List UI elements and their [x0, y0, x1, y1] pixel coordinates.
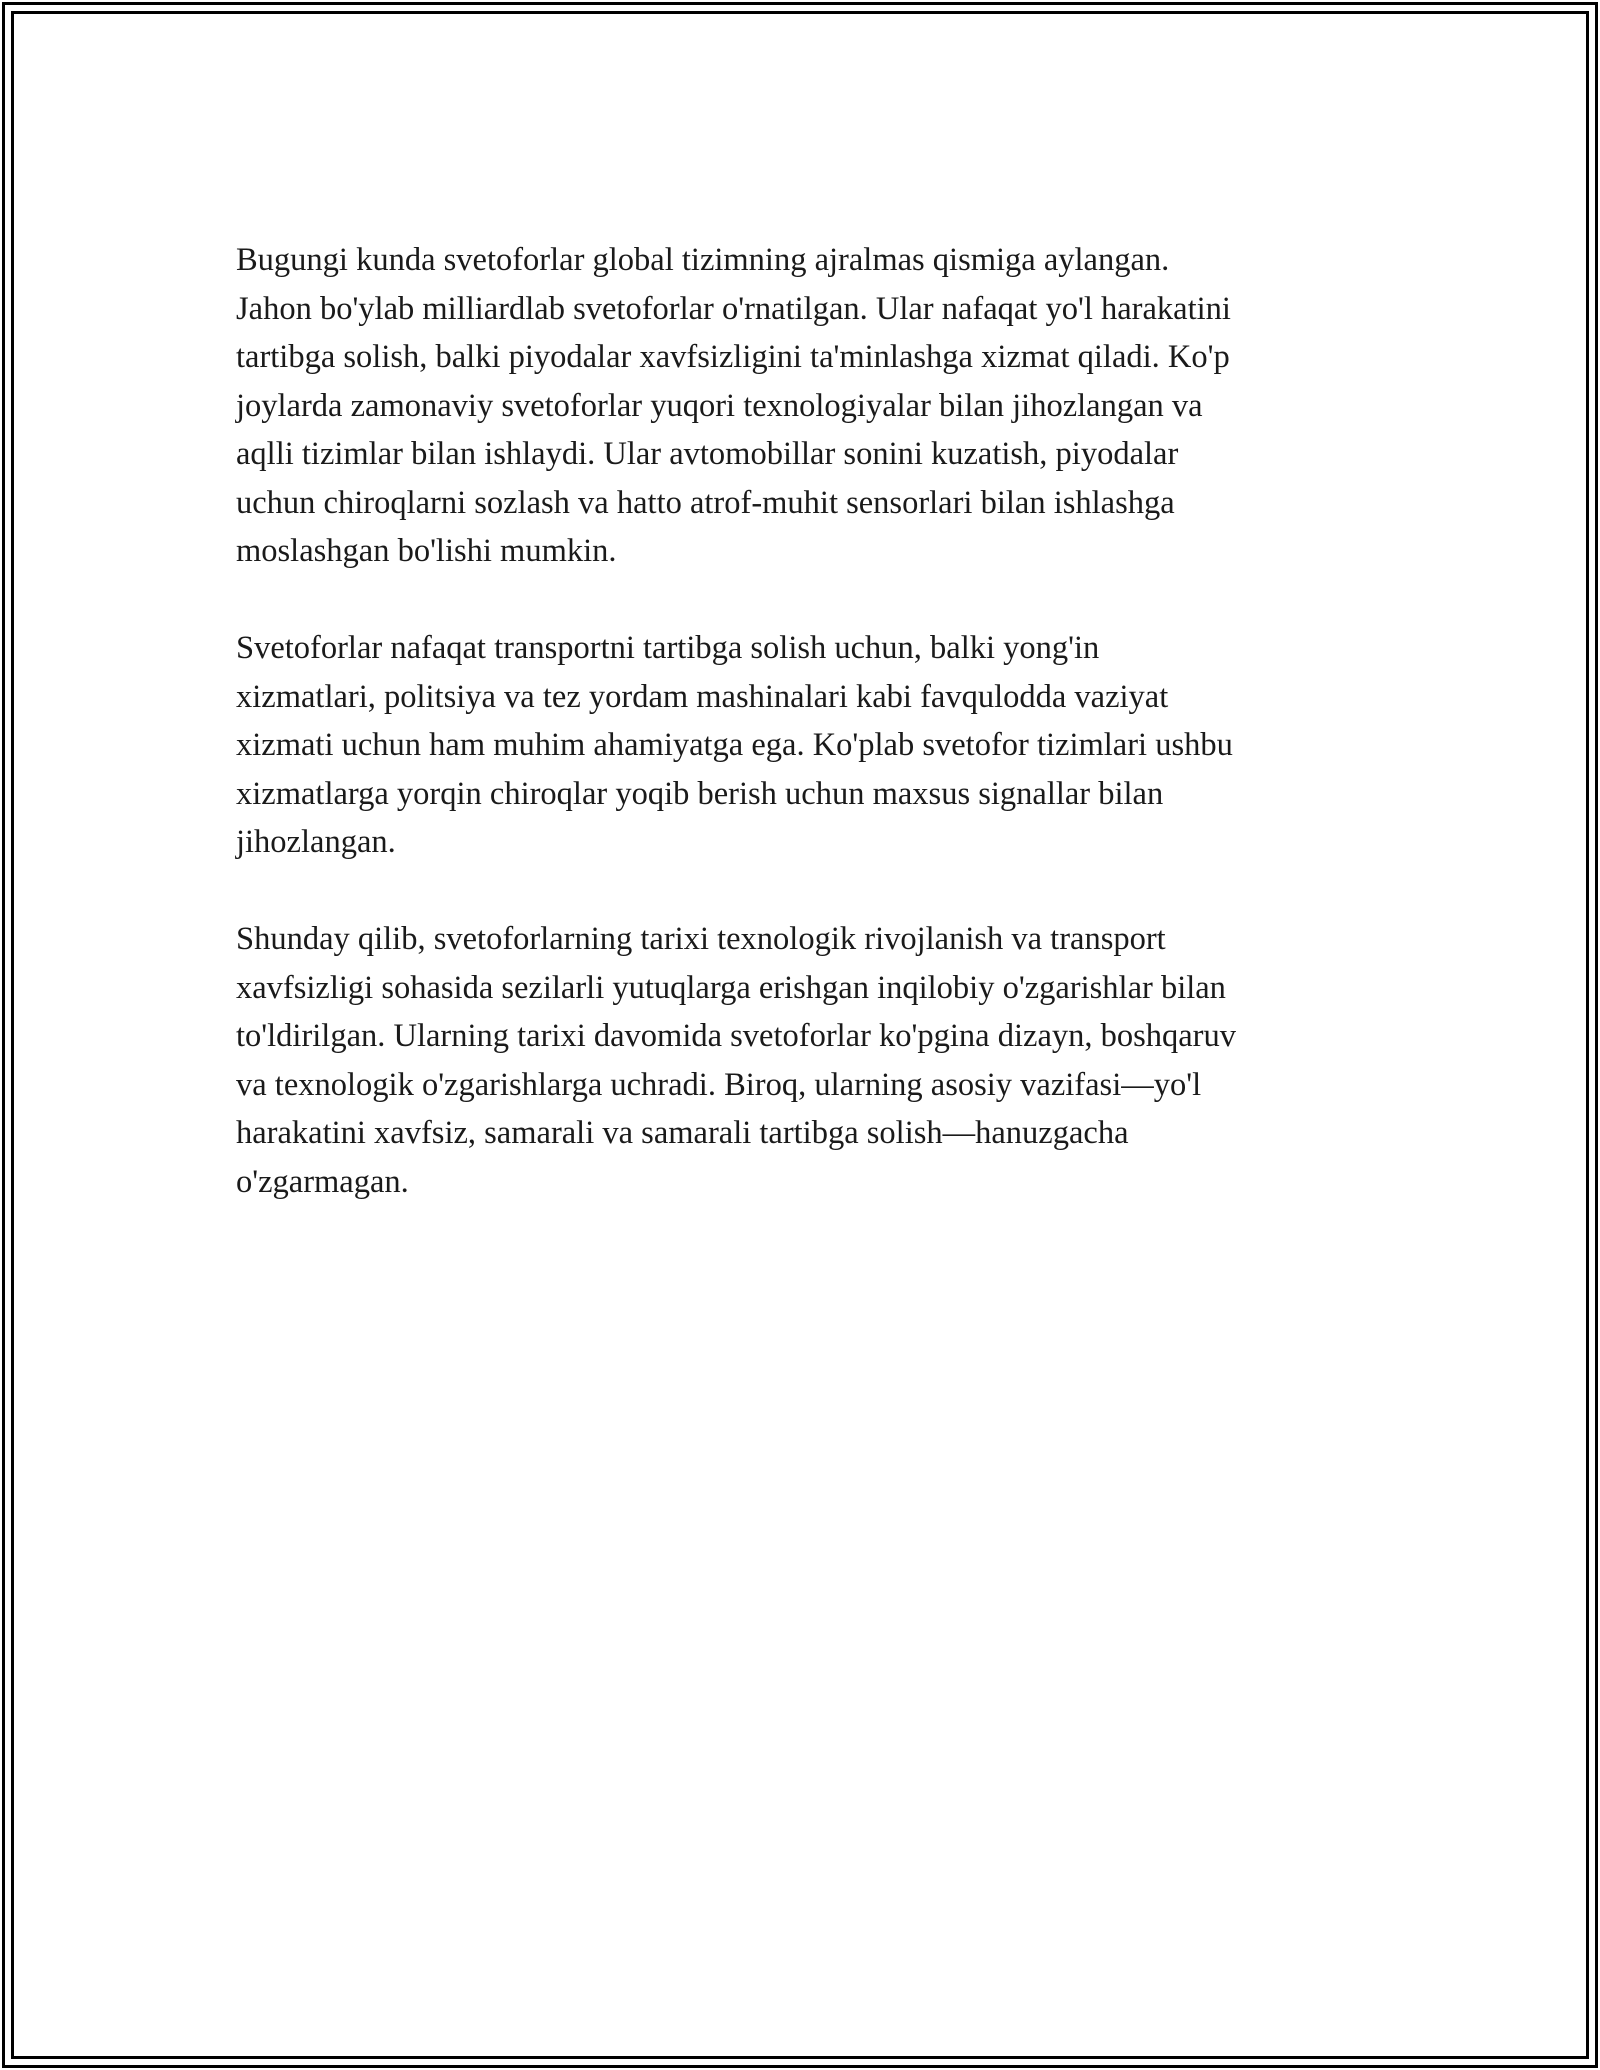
- paragraph-1: Bugungi kunda svetoforlar global tizimning ajralmas qismiga aylangan. Jahon bo'ylab milliardlab svetoforlar o'rnatilgan. Ular nafaqat yo'l harakatini tartibga solish, balki piyodalar xavfsizligini ta'minlashga xizmat qiladi. Ko'p joylarda zamonaviy svetoforlar yuqori texnologiyalar bilan jihozlangan va aqlli tizimlar bilan ishlaydi. Ular avtomobillar sonini kuzatish, piyodalar uchun chiroqlarni sozlash va hatto atrof-muhit sensorlari bilan ishlashga moslashgan bo'lishi mumkin.: [236, 242, 1231, 569]
- paragraph-2: Svetoforlar nafaqat transportni tartibga solish uchun, balki yong'in xizmatlari, politsiya va tez yordam mashinalari kabi favqulodda vaziyat xizmati uchun ham muhim ahamiyatga ega. Ko'plab svetofor tizimlari ushbu xizmatlarga yorqin chiroqlar yoqib berish uchun maxsus signallar bilan jihozlangan.: [236, 630, 1233, 860]
- document-body: [236, 236, 1376, 1255]
- paragraph-3: Shunday qilib, svetoforlarning tarixi texnologik rivojlanish va transport xavfsizligi sohasida sezilarli yutuqlarga erishgan inqilobiy o'zgarishlar bilan to'ldirilgan. Ularning tarixi davomida svetoforlar ko'pgina dizayn, boshqaruv va texnologik o'zgarishlarga uchradi. Biroq, ularning asosiy vazifasi—yo'l harakatini xavfsiz, samarali va samarali tartibga solish—hanuzgacha o'zgarmagan.: [236, 921, 1237, 1200]
